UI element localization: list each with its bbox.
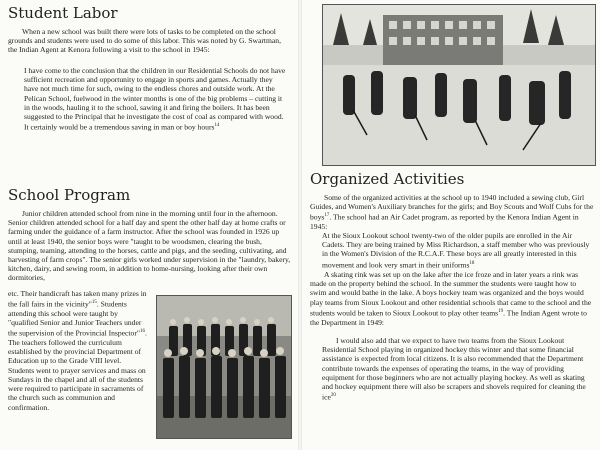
quote-text: I would also add that we expect to have two teams from the Sioux Lookout Residential School playing in organized hockey this winter and that some financial assistance is expected from local citizens. It is also recommended that the Department contribute towards the expenses of operating the teams, in the way of providing equipment for those beginners who are not actually playing hockey. As well as skating and hockey equipment there will also be scrapers and shovels required for cleaning the ice [322, 336, 586, 402]
text-run: . Students attending this school were taught by "qualified Senior and Junior Teachers under the supervision of the Provincial Inspector" [8, 299, 142, 338]
skating-paragraph [310, 270, 594, 327]
text-run: Some of the organized activities at the school up to 1940 included a sewing club, Girl Guides, and Women's Auxiliary branches for the girls; and Boy Scouts and Wolf Cubs for the boys [310, 193, 594, 222]
text-run: A skating rink was set up on the lake after the ice froze and in later years a rink was made on the property behind the school. In the summer the students were taught how to swim and would bathe in the lake. A boys hockey team was organized and the boys would play teams from Sioux Lookout and other residential schools that came to the school and the students would be taken to Sioux Lookout to play other teams [310, 270, 592, 318]
text-run: . The school had an Air Cadet program, as reported by the Kenora Indian Agent in 1945: [310, 212, 579, 232]
footnote-ref: 16 [139, 329, 145, 335]
school-program-heading: School Program [8, 186, 131, 204]
school-program-paragraph: Junior children attended school from nine in the morning until four in the afternoon. Senior children attended school for a half day and spent the other half day at home crafts or farming under the guidance of a farm instructor. After the school was founded in 1926 up until at least 1940, the senior boys were "taught to be woodsmen, clearing the bush, stumping, teaming, attending to the horses, cattle and pigs, and the seeding, cultivating, and harvesting of farm crops". The senior girls worked under supervision in the "laundry, bakery, kitchen, dairy, and sewing room, in addition to home-nursing, looking after their own dormitories, [8, 209, 291, 283]
hockey-photo-image [323, 5, 595, 165]
organized-activities-paragraph [310, 193, 594, 231]
student-labor-quote [24, 66, 288, 132]
cadets-photo-image [157, 296, 291, 438]
right-page [302, 0, 600, 450]
text-run: . The teachers followed the curriculum established by the provincial Department of Education up to the Grade VIII level. Students went to prayer services and mass on Sundays in the chapel and all of the students were required to participate in sacraments of the church such as communion and confirmation. [8, 328, 147, 412]
footnote-ref: 17 [324, 213, 330, 219]
footnote-ref: 14 [214, 123, 220, 129]
school-program-continued [8, 289, 148, 412]
text-run: . The Indian Agent wrote to the Department in 1949: [310, 308, 587, 327]
quote-text: At the Sioux Lookout school twenty-two of the older pupils are enrolled in the Air Cadets. They are being trained by Miss Richardson, a staff member who was previously in the Women's Division of the R.C.A.F. These boys are all greatly interested in this movement and look very smart in their uniforms [322, 231, 590, 270]
footnote-ref: 15 [91, 300, 97, 306]
footnote-ref: 19 [498, 308, 504, 314]
student-labor-heading: Student Labor [8, 4, 118, 22]
cadets-photo [156, 295, 292, 439]
footnote-ref: 18 [469, 260, 475, 266]
left-page [0, 0, 298, 450]
quote-text: I have come to the conclusion that the children in our Residential Schools do not have sufficient recreation and opportunity to engage in sports and games. Actually they have not much time for such, owing to the endless chores and outside work. At the Pelican School, fuelwood in the winter months is one of the big problems – cutting it in the woods, hauling it to the school, sawing it and firing the boilers. It has been suggested to the Principal that he investigate the cost of coal as compared with wood. It certainly would be a tremendous saving in man or boy hours [24, 66, 286, 132]
hockey-photo [322, 4, 596, 166]
hockey-quote [322, 336, 592, 402]
air-cadet-quote [322, 231, 592, 269]
student-labor-paragraph: When a new school was built there were lots of tasks to be completed on the school grounds and students were used to do some of this labor. This was noted by G. Swartman, the Indian Agent at Kenora following a visit to the school in 1945: [8, 27, 281, 55]
organized-activities-heading: Organized Activities [310, 170, 465, 188]
text-run: etc. Their handicraft has taken many prizes in the fall fairs in the vicinity" [8, 289, 147, 309]
footnote-ref: 20 [330, 393, 336, 399]
